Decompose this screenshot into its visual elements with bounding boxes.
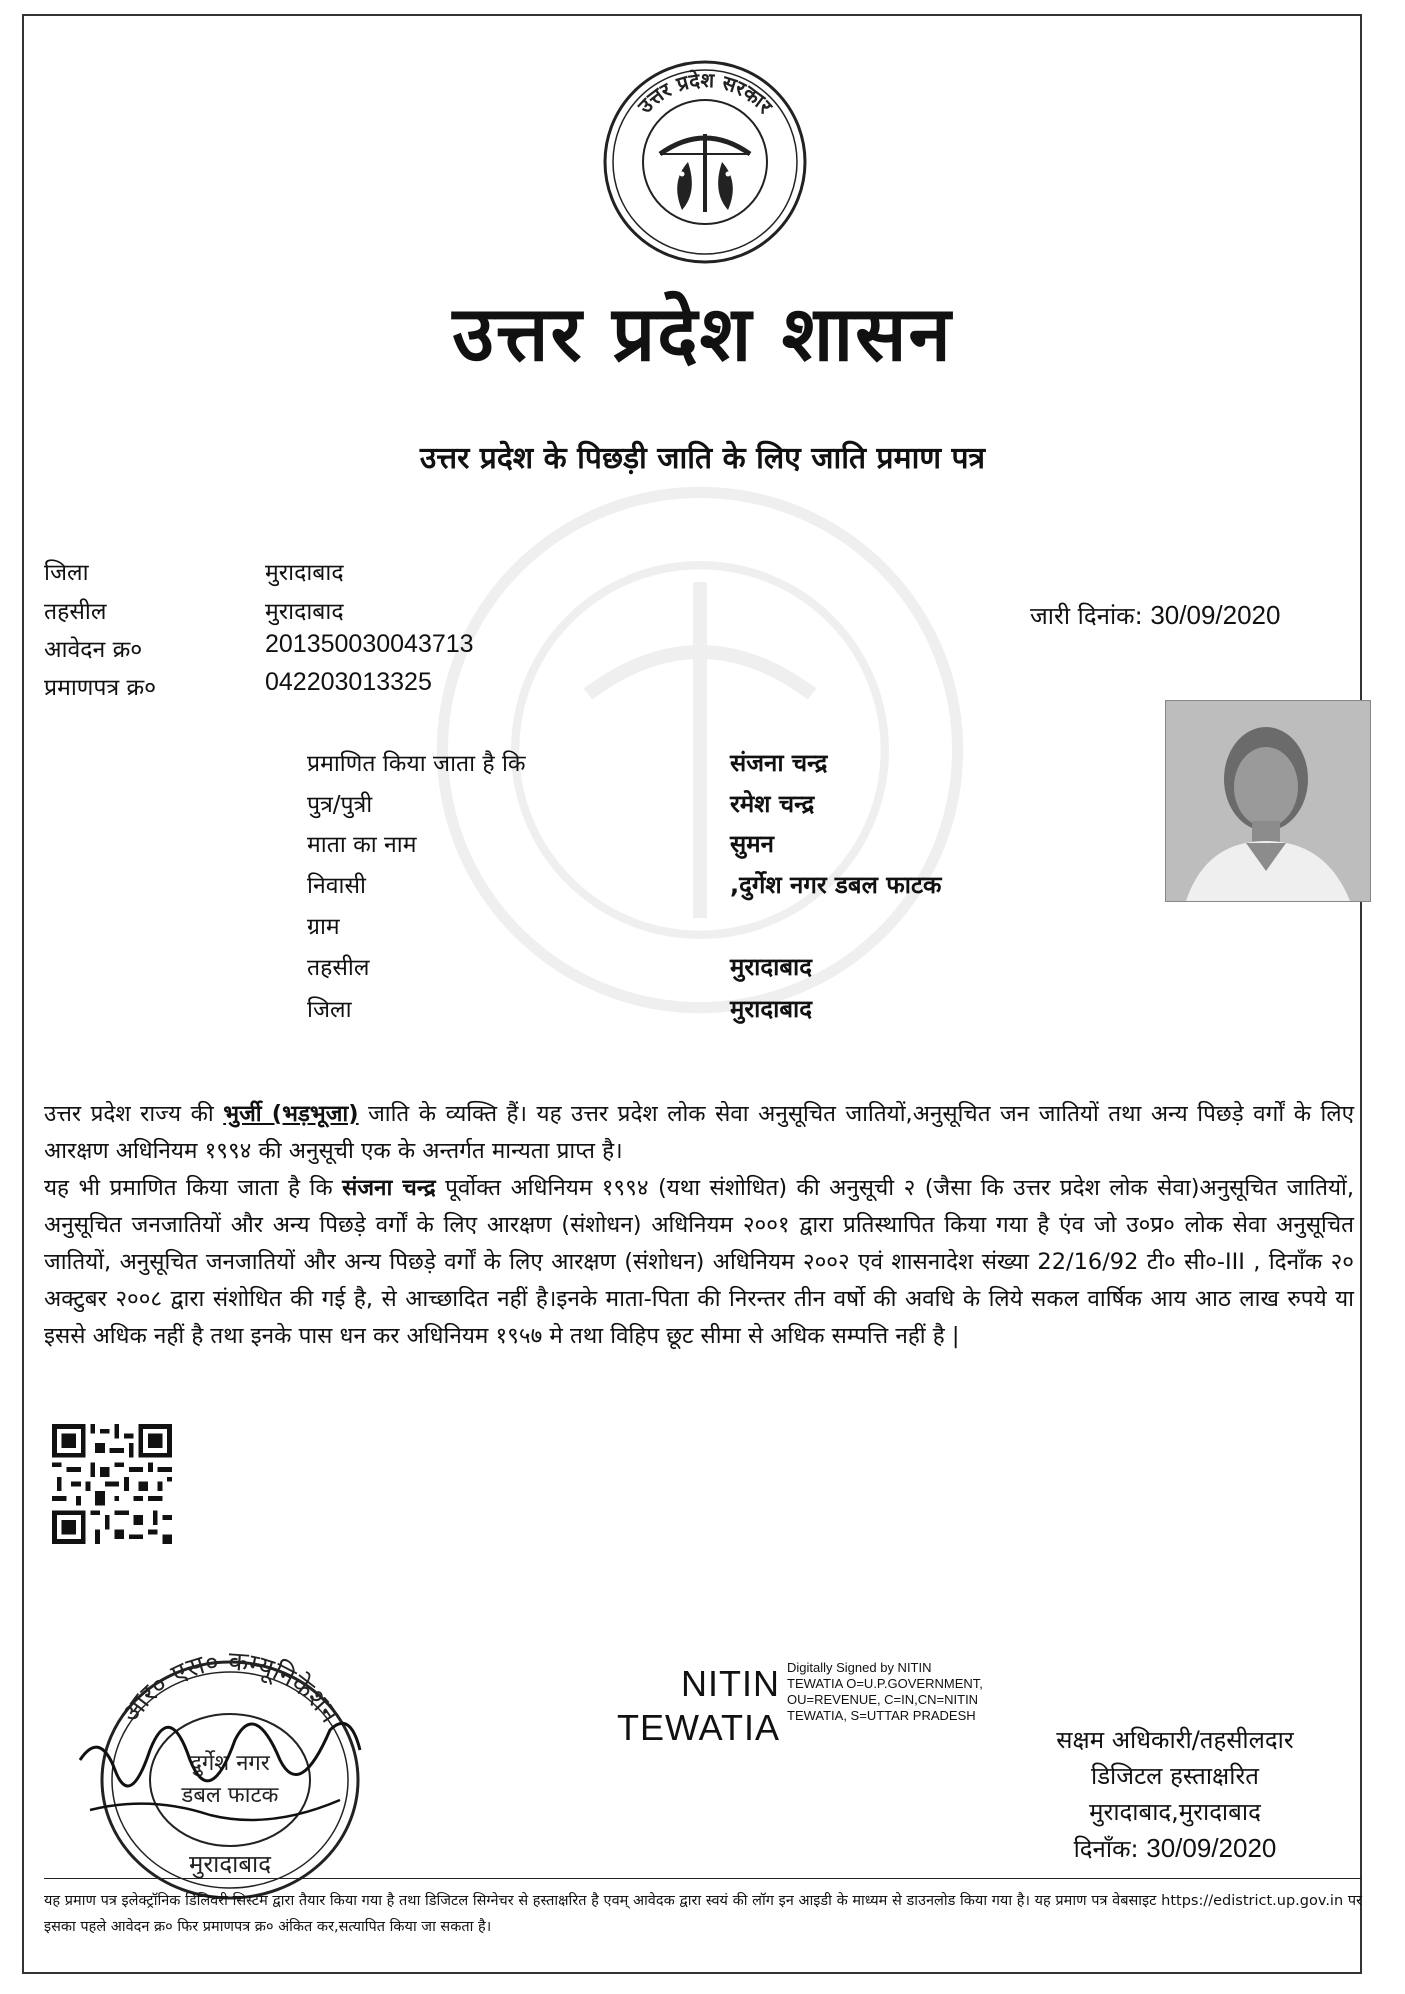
issue-date-label: जारी दिनांक: (1030, 602, 1143, 630)
digital-signature-details: Digitally Signed by NITIN TEWATIA O=U.P.GOVERNMENT, OU=REVENUE, C=IN,CN=NITIN TEWATIA, S=UTTAR PRADESH (787, 1660, 983, 1723)
officer-title: सक्षम अधिकारी/तहसीलदार (1056, 1726, 1294, 1754)
applicant-name: संजना चन्द्र (730, 749, 828, 777)
body-paragraph-1 (44, 1096, 1354, 1170)
village-label: ग्राम (307, 914, 340, 940)
district-value: मुरादाबाद (265, 560, 344, 586)
footer-note: यह प्रमाण पत्र इलेक्ट्रॉनिक डिलिवरी सिस्टम द्वारा तैयार किया गया है तथा डिजिटल सिग्नेचर से हस्ताक्षरित है एवम् आवेदक द्वारा स्वयं की लॉग इन आइडी के माध्यम से डाउनलोड किया गया है। यह प्रमाण पत्र वेबसाइट https://edistrict.up.gov.in पर इसका पहले आवेदन क्र० फिर प्रमाणपत्र क्र० अंकित कर,सत्यापित किया जा सकता है। (44, 1893, 1362, 1935)
certificate-title: उत्तर प्रदेश के पिछड़ी जाति के लिए जाति प्रमाण पत्र (419, 441, 986, 476)
mother-name-label: माता का नाम (307, 832, 417, 858)
signing-officer (1000, 1722, 1350, 1867)
applicant-photo-image (1166, 701, 1370, 901)
caste-name: भुर्जी (भड़भूजा) (223, 1101, 359, 1127)
stamp-ring-text: आर० एस० कम्यूनिकेशन (115, 1646, 345, 1729)
mother-name: सुमन (730, 830, 774, 858)
certificate-number-label: प्रमाणपत्र क्र० (44, 675, 157, 701)
resident-value: ,दुर्गेश नगर डबल फाटक (730, 871, 942, 899)
officer-date-label: दिनाँक: (1073, 1835, 1139, 1863)
tehsil-value: मुरादाबाद (265, 599, 344, 625)
detail-district-value: मुरादाबाद (730, 995, 813, 1023)
detail-district-label: जिला (307, 997, 352, 1023)
son-daughter-of-label: पुत्र/पुत्री (307, 792, 373, 818)
svg-text:आर० एस० कम्यूनिकेशन (116, 1647, 345, 1729)
signer-name-line-2: TEWATIA (617, 1707, 780, 1748)
officer-sign-type: डिजिटल हस्ताक्षरित (1091, 1762, 1259, 1790)
emblem-ring-text: उत्तर प्रदेश सरकार (632, 67, 778, 118)
detail-tehsil-value: मुरादाबाद (730, 953, 813, 981)
applicant-photo (1165, 700, 1371, 902)
tehsil-label: तहसील (44, 599, 107, 625)
qr-code (52, 1424, 172, 1544)
application-number-label: आवेदन क्र० (44, 637, 143, 663)
father-name: रमेश चन्द्र (730, 790, 815, 818)
body-p1-rest: जाति के व्यक्ति हैं। यह उत्तर प्रदेश लोक सेवा अनुसूचित जातियों,अनुसूचित जन जातियों तथा अन्य पिछड़े वर्गों के लिए आरक्षण अधिनियम १९९४ की अनुसूची एक के अन्तर्गत मान्यता प्राप्त है। (44, 1101, 1355, 1164)
officer-date (1000, 1830, 1350, 1867)
body-p2-rest: पूर्वोक्त अधिनियम १९९४ (यथा संशोधित) की अनुसूची २ (जैसा कि उत्तर प्रदेश लोक सेवा)अनुसूचित जातियों, अनुसूचित जनजातियों और अन्य पिछड़े वर्गों के लिए आरक्षण (संशोधन) अधिनियम २००१ द्वारा प्रतिस्थापित किया गया है एंव जो उ०प्र० लोक सेवा अनुसूचित जातियों, अनुसूचित जनजातियों और अन्य पिछड़े वर्गों के लिए आरक्षण (संशोधन) अधिनियम २००२ एवं शासनादेश संख्या 22/16/92 टी० सी०-III , दिनाँक २० अक्टुबर २००८ द्वारा संशोधित की गई है, से आच्छादित नहीं है।इनके माता-पिता की निरन्तर तीन वर्षो की अवधि के लिये सकल वार्षिक आय आठ लाख रुपये या इससे अधिक नहीं है तथा इनके पास धन कर अधिनियम १९५७ मे तथा विहिप छूट सीमा से अधिक सम्पत्ति नहीं है | (44, 1175, 1354, 1349)
detail-tehsil-label: तहसील (307, 955, 370, 981)
stamp-line-2: डबल फाटक (181, 1783, 279, 1808)
resident-label: निवासी (307, 873, 366, 899)
application-number-value: 201350030043713 (265, 630, 474, 658)
body-p1-start: उत्तर प्रदेश राज्य की (44, 1101, 224, 1127)
government-title: उत्तर प्रदेश शासन (452, 289, 953, 378)
officer-date-value: 30/09/2020 (1146, 1833, 1277, 1863)
footer-divider (44, 1878, 1362, 1879)
issue-date-value: 30/09/2020 (1150, 600, 1281, 630)
stamp-bottom-text: मुरादाबाद (188, 1850, 272, 1878)
certify-label: प्रमाणित किया जाता है कि (307, 751, 526, 777)
body-p2-start: यह भी प्रमाणित किया जाता है कि (44, 1175, 343, 1201)
body-applicant-name: संजना चन्द्र (342, 1175, 436, 1201)
issue-date (1030, 599, 1280, 632)
body-paragraph-2 (44, 1170, 1354, 1355)
signer-name-line-1: NITIN (681, 1663, 780, 1704)
district-label: जिला (44, 560, 89, 586)
state-emblem-logo (590, 42, 820, 272)
certificate-body (44, 1096, 1354, 1355)
office-rubber-stamp (60, 1610, 390, 1910)
officer-place: मुरादाबाद,मुरादाबाद (1089, 1798, 1261, 1826)
digital-signer-name (590, 1662, 780, 1750)
certificate-number-value: 042203013325 (265, 668, 432, 696)
stamp-line-1: दुर्गेश नगर (190, 1751, 270, 1776)
